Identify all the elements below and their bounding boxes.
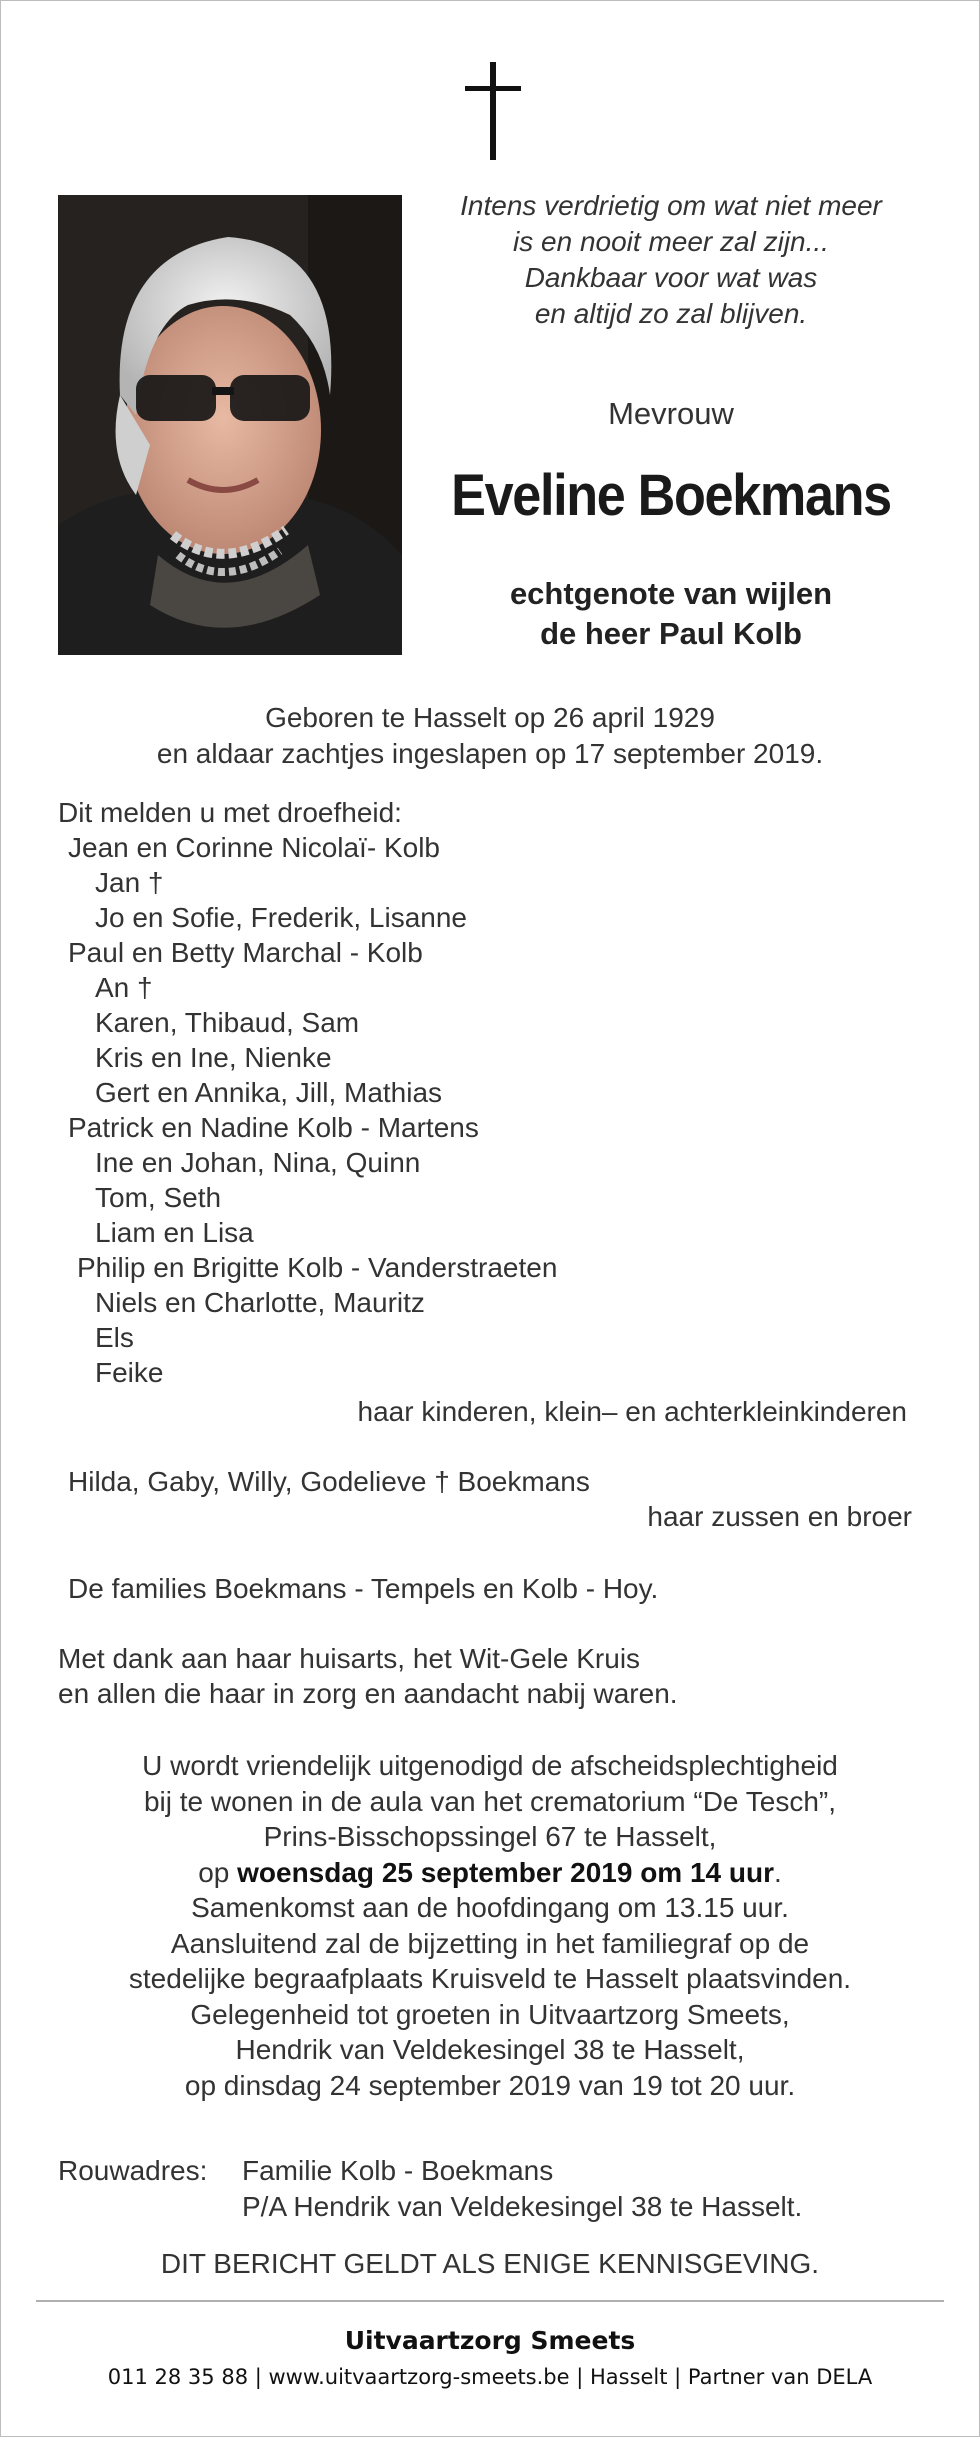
portrait-photo — [58, 195, 402, 655]
family-intro: Dit melden u met droefheid: — [58, 797, 402, 828]
death-line: en aldaar zachtjes ingeslapen op 17 september 2019. — [156, 738, 824, 769]
family-line: Tom, Seth — [95, 1182, 222, 1213]
family-line: Els — [95, 1322, 134, 1353]
spouse-info — [416, 574, 926, 654]
thanks-line: Met dank aan haar huisarts, het Wit-Gele Kruis — [58, 1643, 641, 1674]
family-line: Patrick en Nadine Kolb - Martens — [68, 1112, 479, 1143]
poem-line: Intens verdrietig om wat niet meer — [460, 190, 882, 221]
family-line: Philip en Brigitte Kolb - Vanderstraeten — [77, 1252, 558, 1283]
family-line: Ine en Johan, Nina, Quinn — [95, 1147, 421, 1178]
invitation-line: op dinsdag 24 september 2019 van 19 tot 20 uur. — [184, 2069, 796, 2101]
siblings-names: Hilda, Gaby, Willy, Godelieve † Boekmans — [68, 1466, 590, 1497]
poem-line: Dankbaar voor wat was — [524, 262, 818, 293]
spouse-line: de heer Paul Kolb — [540, 616, 802, 651]
invitation-line: U wordt vriendelijk uitgenodigd de afscheidsplechtigheid — [142, 1750, 838, 1781]
invitation-line: bij te wonen in de aula van het crematorium “De Tesch”, — [143, 1785, 837, 1817]
family-line: Feike — [95, 1357, 164, 1388]
ceremony-date: woensdag 25 september 2019 om 14 uur — [237, 1856, 775, 1888]
address-line: Familie Kolb - Boekmans — [242, 2155, 554, 2186]
invitation-line: Prins-Bisschopssingel 67 te Hasselt, — [263, 1821, 717, 1852]
family-line: Paul en Betty Marchal - Kolb — [68, 937, 423, 968]
families-line: De families Boekmans - Tempels en Kolb - Hoy. — [68, 1573, 659, 1604]
salutation: Mevrouw — [608, 396, 734, 431]
disclaimer: DIT BERICHT GELDT ALS ENIGE KENNISGEVING. — [160, 2248, 820, 2279]
family-line: Jo en Sofie, Frederik, Lisanne — [95, 902, 467, 933]
siblings-relation: haar zussen en broer — [647, 1501, 912, 1532]
address-line: P/A Hendrik van Veldekesingel 38 te Hasselt. — [242, 2191, 803, 2222]
divider — [36, 2300, 944, 2302]
family-line: Niels en Charlotte, Mauritz — [95, 1287, 425, 1318]
ceremony-invitation — [0, 1748, 980, 2103]
deceased-name: Eveline Boekmans — [451, 463, 891, 528]
family-line: Jean en Corinne Nicolaï- Kolb — [68, 832, 440, 863]
birth-line: Geboren te Hasselt op 26 april 1929 — [265, 702, 715, 733]
family-line: Gert en Annika, Jill, Mathias — [95, 1077, 443, 1108]
cross-icon — [465, 62, 521, 160]
family-line: An † — [95, 972, 153, 1003]
family-line: Jan † — [95, 867, 164, 898]
invitation-line: Samenkomst aan de hoofdingang om 13.15 uur. — [191, 1892, 789, 1923]
invitation-line: Aansluitend zal de bijzetting in het familiegraf op de — [170, 1927, 810, 1959]
memorial-poem — [416, 188, 926, 332]
family-line: Kris en Ine, Nienke — [95, 1042, 332, 1073]
spouse-line: echtgenote van wijlen — [509, 576, 833, 611]
invitation-line: Gelegenheid tot groeten in Uitvaartzorg Smeets, — [190, 1998, 790, 2030]
invitation-line: stedelijke begraafplaats Kruisveld te Hasselt plaatsvinden. — [128, 1963, 852, 1994]
poem-line: is en nooit meer zal zijn... — [513, 226, 829, 257]
family-closing: haar kinderen, klein– en achterkleinkinderen — [357, 1396, 907, 1427]
family-line: Karen, Thibaud, Sam — [95, 1007, 360, 1038]
invitation-date-line: op woensdag 25 september 2019 om 14 uur. — [198, 1856, 782, 1888]
thanks-line: en allen die haar in zorg en aandacht nabij waren. — [58, 1678, 678, 1709]
address-label: Rouwadres: — [58, 2155, 208, 2186]
funeral-home-contact: 011 28 35 88 | www.uitvaartzorg-smeets.be | Hasselt | Partner van DELA — [107, 2365, 873, 2389]
family-line: Liam en Lisa — [95, 1217, 254, 1248]
funeral-home-name: Uitvaartzorg Smeets — [344, 2326, 636, 2355]
birth-death-info — [0, 700, 980, 772]
poem-line: en altijd zo zal blijven. — [534, 298, 808, 329]
invitation-line: Hendrik van Veldekesingel 38 te Hasselt, — [235, 2034, 745, 2065]
